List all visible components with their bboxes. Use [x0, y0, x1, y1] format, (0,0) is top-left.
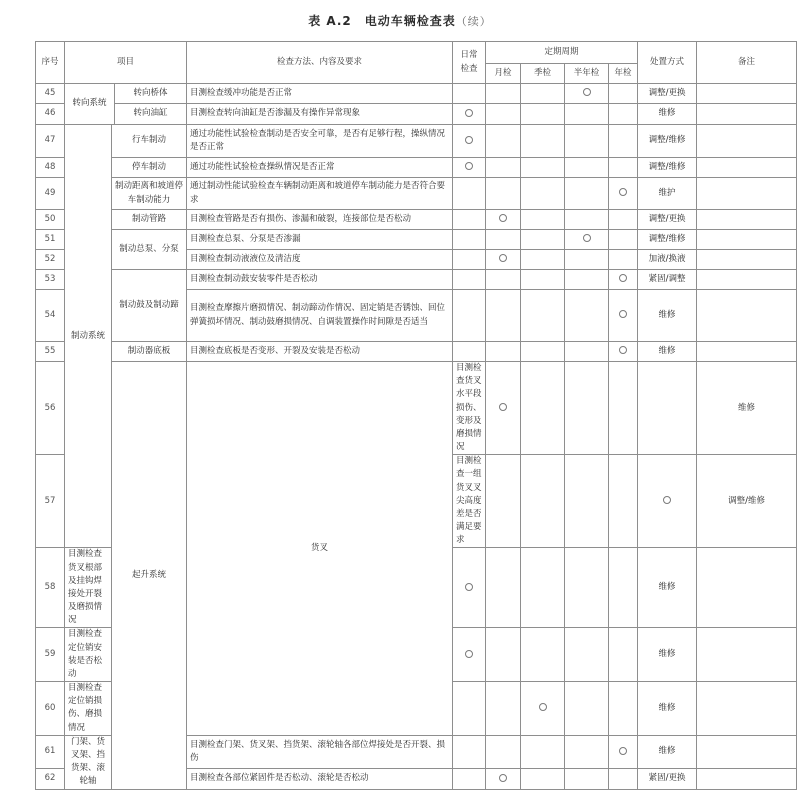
remark-cell — [697, 628, 797, 682]
row-number: 45 — [36, 84, 65, 104]
header-daily-line1: 日常 — [460, 50, 478, 61]
header-method: 检查方法、内容及要求 — [187, 42, 453, 84]
header-quarter: 季检 — [521, 64, 565, 84]
daily-check-mark — [465, 650, 473, 658]
daily-check-mark — [465, 162, 473, 170]
action-text: 维修 — [638, 682, 697, 736]
method-text: 目测检查摩擦片磨损情况、制动蹄动作情况、固定销是否锈蚀、回位弹簧损坏情况、制动鼓磨损情况、自调装置操作时间隙是否适当 — [187, 290, 453, 342]
year-check-mark — [619, 346, 627, 354]
action-text: 调整/更换 — [638, 210, 697, 230]
action-text: 加液/换液 — [638, 250, 697, 270]
daily-check-mark — [499, 403, 507, 411]
daily-check-mark — [465, 583, 473, 591]
table-row — [36, 125, 797, 158]
remark-cell — [697, 270, 797, 290]
row-number: 54 — [36, 290, 65, 342]
header-halfyear: 半年检 — [565, 64, 609, 84]
subitem-parking-brake: 停车制动 — [112, 158, 187, 178]
method-text: 通过功能性试验检查操纵情况是否正常 — [187, 158, 453, 178]
subitem-steering-cylinder: 转向油缸 — [115, 104, 187, 125]
halfyear-check-mark — [583, 234, 591, 242]
row-number: 47 — [36, 125, 65, 158]
method-text: 目测检查转向油缸是否渗漏及有操作异常现象 — [187, 104, 453, 125]
action-text: 维修 — [638, 735, 697, 768]
table-title-continued: （续） — [455, 15, 492, 28]
method-text: 目测检查底板是否变形、开裂及安装是否松动 — [187, 342, 453, 362]
action-text: 调整/维修 — [638, 158, 697, 178]
action-text: 维修 — [638, 290, 697, 342]
action-text: 维修 — [638, 548, 697, 628]
header-item: 项目 — [65, 42, 187, 84]
system-brake: 制动系统 — [65, 125, 112, 548]
year-check-mark — [619, 310, 627, 318]
remark-cell — [697, 84, 797, 104]
subitem-mast: 门架、货叉架、挡货架、滚轮轴 — [65, 735, 112, 789]
header-remark: 备注 — [697, 42, 797, 84]
action-text: 调整/维修 — [638, 230, 697, 250]
row-number: 46 — [36, 104, 65, 125]
subitem-brake-drum: 制动鼓及制动蹄 — [112, 270, 187, 342]
row-number: 49 — [36, 178, 65, 210]
method-text: 目测检查货叉根部及挂钩焊接处开裂及磨损情况 — [65, 548, 112, 628]
row-number: 60 — [36, 682, 65, 736]
table-row — [36, 362, 797, 455]
remark-cell — [697, 250, 797, 270]
daily-check-mark — [465, 109, 473, 117]
header-periodic: 定期周期 — [486, 42, 638, 64]
halfyear-check-mark — [583, 88, 591, 96]
subitem-brake-distance: 制动距离和坡道停车制动能力 — [112, 178, 187, 210]
remark-cell — [697, 158, 797, 178]
table-row — [36, 84, 797, 104]
row-number: 48 — [36, 158, 65, 178]
remark-cell — [697, 125, 797, 158]
system-steering: 转向系统 — [65, 84, 115, 125]
row-number: 56 — [36, 362, 65, 455]
table-row — [36, 178, 797, 210]
action-text: 维修 — [638, 628, 697, 682]
subitem-fork: 货叉 — [187, 362, 453, 736]
subitem-brake-pipe: 制动管路 — [112, 210, 187, 230]
remark-cell — [697, 682, 797, 736]
header-daily — [453, 42, 486, 84]
row-number: 58 — [36, 548, 65, 628]
table-row — [36, 210, 797, 230]
method-text: 目测检查管路是否有损伤、渗漏和破裂，连接部位是否松动 — [187, 210, 453, 230]
header-action: 处置方式 — [638, 42, 697, 84]
year-check-mark — [619, 274, 627, 282]
row-number: 53 — [36, 270, 65, 290]
subitem-service-brake: 行车制动 — [112, 125, 187, 158]
remark-cell — [697, 548, 797, 628]
subitem-master-cylinder: 制动总泵、分泵 — [112, 230, 187, 270]
row-number: 57 — [36, 455, 65, 548]
method-text: 目测检查制动液液位及清洁度 — [187, 250, 453, 270]
table-row — [36, 104, 797, 125]
method-text: 目测检查缓冲功能是否正常 — [187, 84, 453, 104]
remark-cell — [697, 290, 797, 342]
header-seq: 序号 — [36, 42, 65, 84]
subitem-steering-axle: 转向桥体 — [115, 84, 187, 104]
table-row — [36, 270, 797, 290]
method-text: 目测检查门架、货叉架、挡货架、滚轮轴各部位焊接处是否开裂、损伤 — [187, 735, 453, 768]
row-number: 55 — [36, 342, 65, 362]
row-number: 62 — [36, 769, 65, 789]
action-text: 维护 — [638, 178, 697, 210]
method-text: 目测检查制动鼓安装零件是否松动 — [187, 270, 453, 290]
method-text: 目测检查货叉水平段损伤、变形及磨损情况 — [453, 362, 486, 455]
method-text: 目测检查定位销损伤、磨损情况 — [65, 682, 112, 736]
vehicle-inspection-table — [35, 41, 797, 790]
table-title — [0, 12, 800, 29]
row-number: 50 — [36, 210, 65, 230]
method-text: 目测检查各部位紧固件是否松动、滚轮是否松动 — [187, 769, 453, 789]
action-text: 紧固/更换 — [638, 769, 697, 789]
header-row-1 — [36, 42, 797, 64]
header-month: 月检 — [486, 64, 521, 84]
header-daily-line2: 检查 — [460, 63, 478, 74]
year-check-mark — [619, 188, 627, 196]
table-row — [36, 158, 797, 178]
remark-cell — [697, 769, 797, 789]
row-number: 61 — [36, 735, 65, 768]
method-text: 目测检查一组货叉叉尖高度差是否满足要求 — [453, 455, 486, 548]
action-text: 紧固/调整 — [638, 270, 697, 290]
row-number: 59 — [36, 628, 65, 682]
remark-cell — [697, 230, 797, 250]
remark-cell — [697, 178, 797, 210]
action-text: 调整/维修 — [697, 455, 797, 548]
action-text: 调整/更换 — [638, 84, 697, 104]
action-text: 维修 — [638, 104, 697, 125]
header-year: 年检 — [609, 64, 638, 84]
year-check-mark — [663, 496, 671, 504]
row-number: 51 — [36, 230, 65, 250]
remark-cell — [697, 210, 797, 230]
year-check-mark — [619, 747, 627, 755]
table-title-text: 表 A.2 电动车辆检查表 — [308, 14, 456, 28]
method-text: 通过制动性能试验检查车辆制动距离和坡道停车制动能力是否符合要求 — [187, 178, 453, 210]
subitem-brake-plate: 制动器底板 — [112, 342, 187, 362]
month-check-mark — [499, 214, 507, 222]
remark-cell — [697, 342, 797, 362]
month-check-mark — [499, 774, 507, 782]
method-text: 目测检查总泵、分泵是否渗漏 — [187, 230, 453, 250]
action-text: 调整/维修 — [638, 125, 697, 158]
table-row — [36, 230, 797, 250]
remark-cell — [697, 104, 797, 125]
action-text: 维修 — [638, 342, 697, 362]
remark-cell — [697, 735, 797, 768]
action-text: 维修 — [697, 362, 797, 455]
row-number: 52 — [36, 250, 65, 270]
table-row — [36, 342, 797, 362]
quarter-check-mark — [539, 703, 547, 711]
system-lift: 起升系统 — [112, 362, 187, 790]
daily-check-mark — [465, 136, 473, 144]
method-text: 目测检查定位销安装是否松动 — [65, 628, 112, 682]
method-text: 通过功能性试验检查制动是否安全可靠，是否有足够行程，操纵情况是否正常 — [187, 125, 453, 158]
month-check-mark — [499, 254, 507, 262]
